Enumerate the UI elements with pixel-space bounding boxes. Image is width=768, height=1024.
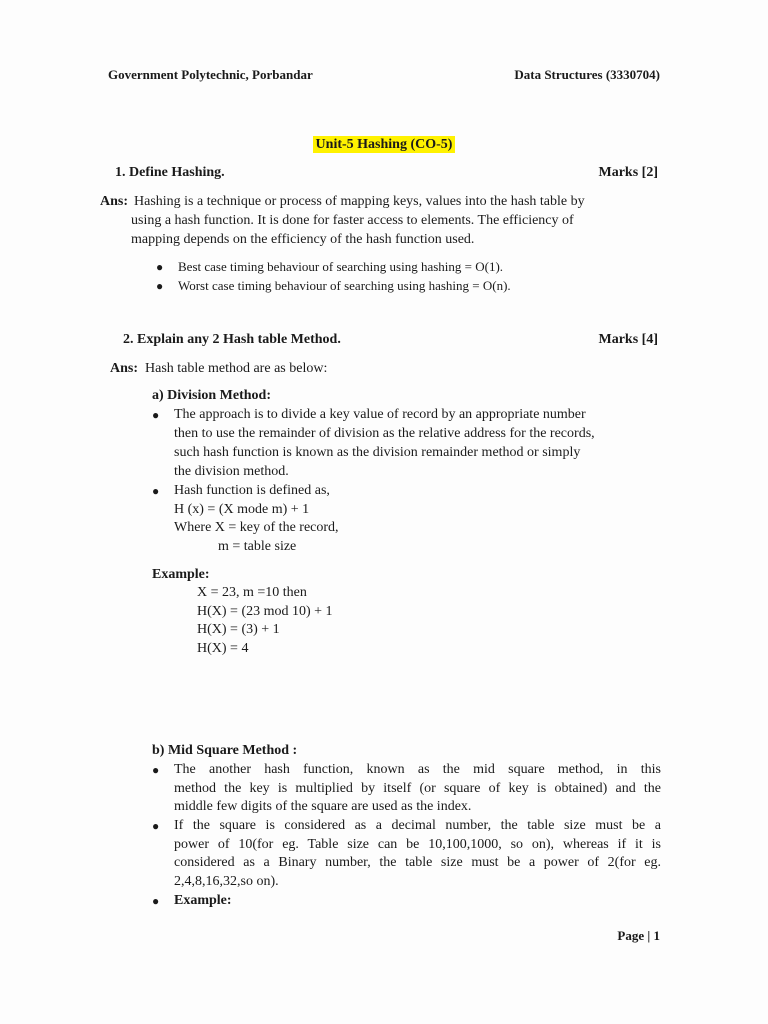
mid-square-bullet-1-line3: middle few digits of the square are used as the index. (174, 799, 472, 814)
q1-bullet-1-text: Best case timing behaviour of searching using hashing = O(1). (178, 259, 504, 274)
q2-ans-label: Ans: (110, 361, 139, 376)
q1-bullet-2-text: Worst case timing behaviour of searching using hashing = O(n). (178, 278, 511, 293)
page-number: Page | 1 (617, 928, 660, 943)
bullet-icon: ● (156, 279, 164, 293)
bullet-icon: ● (156, 260, 164, 274)
division-example-line1: X = 23, m =10 then (197, 585, 307, 600)
header-institution: Government Polytechnic, Porbandar (108, 67, 313, 82)
division-example-line2: H(X) = (23 mod 10) + 1 (197, 604, 333, 619)
mid-square-example-label: Example: (174, 893, 232, 908)
division-where-1: Where X = key of the record, (174, 520, 339, 535)
division-bullet-1-line2: then to use the remainder of division as the relative address for the records, (174, 426, 595, 441)
header-subject: Data Structures (3330704) (514, 67, 660, 82)
bullet-icon: ● (152, 819, 160, 833)
question-1: 1. Define Hashing. (115, 165, 225, 180)
mid-square-bullet-2-line3: considered as a Binary number, the table size must be a power of 2(for eg. (174, 855, 661, 870)
division-bullet-1-line4: the division method. (174, 464, 289, 479)
q1-answer-line3: mapping depends on the efficiency of the hash function used. (131, 232, 475, 247)
title-highlight: Unit-5 Hashing (CO-5) (313, 136, 456, 153)
bullet-icon: ● (152, 894, 160, 908)
q1-answer-line1: Hashing is a technique or process of mapping keys, values into the hash table by (134, 194, 585, 209)
bullet-icon: ● (152, 408, 160, 422)
mid-square-bullet-2-line1: If the square is considered as a decimal number, the table size must be a (174, 818, 661, 833)
mid-square-bullet-2-line4: 2,4,8,16,32,so on). (174, 874, 279, 889)
q1-bullet-1 (156, 257, 504, 277)
question-2-marks: Marks [4] (598, 332, 658, 347)
division-formula: H (x) = (X mode m) + 1 (174, 502, 310, 517)
q2-answer-intro: Hash table method are as below: (145, 361, 328, 376)
question-1-marks: Marks [2] (598, 165, 658, 180)
division-example-line4: H(X) = 4 (197, 641, 249, 656)
division-example-line3: H(X) = (3) + 1 (197, 622, 280, 637)
division-where-2: m = table size (218, 539, 297, 554)
bullet-icon: ● (152, 484, 160, 498)
page-title (0, 137, 768, 153)
mid-square-bullet-2-line2: power of 10(for eg. Table size can be 10,100,1000, so on), whereas if it is (174, 837, 661, 852)
division-example-label: Example: (152, 567, 210, 582)
q1-ans-label: Ans: (100, 194, 129, 209)
q1-answer-line2: using a hash function. It is done for faster access to elements. The efficiency of (131, 213, 574, 228)
mid-square-heading: b) Mid Square Method : (152, 743, 298, 758)
mid-square-bullet-1-line2: method the key is multiplied by itself (or square of key is obtained) and the (174, 781, 661, 796)
division-bullet-1-line3: such hash function is known as the division remainder method or simply (174, 445, 581, 460)
q1-bullet-2 (156, 276, 511, 296)
division-bullet-1-line1: The approach is to divide a key value of record by an appropriate number (174, 407, 586, 422)
division-method-heading: a) Division Method: (152, 388, 271, 403)
mid-square-bullet-1-line1: The another hash function, known as the mid square method, in this (174, 762, 661, 777)
question-2: 2. Explain any 2 Hash table Method. (123, 332, 341, 347)
division-bullet-2-text: Hash function is defined as, (174, 483, 330, 498)
bullet-icon: ● (152, 763, 160, 777)
